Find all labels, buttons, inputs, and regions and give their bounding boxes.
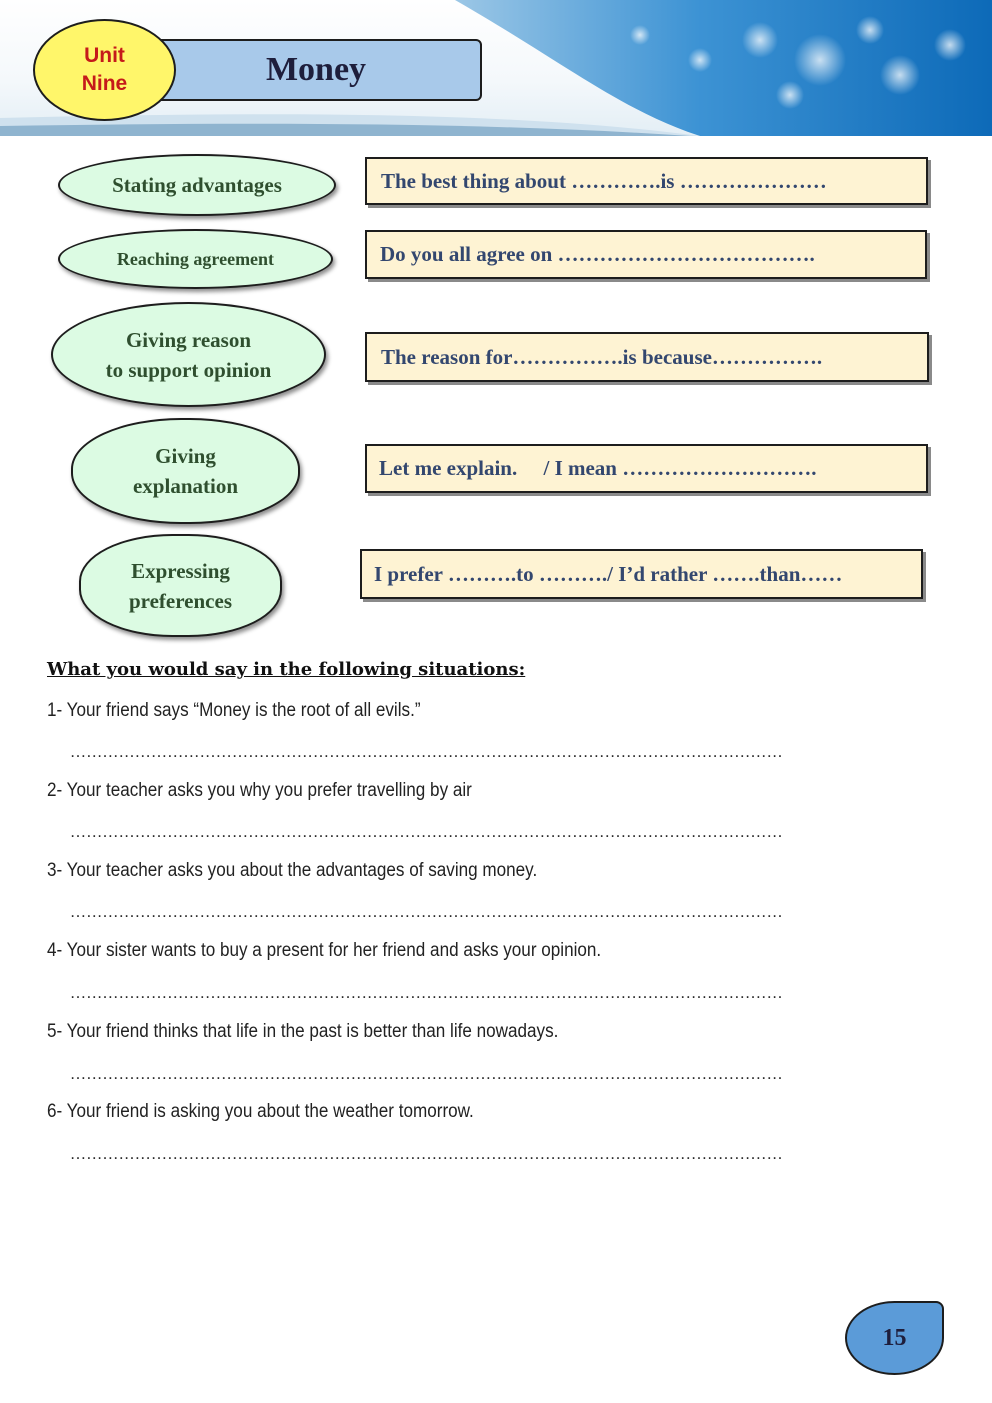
- answer-line-3[interactable]: ……………………………………………………………………………………………………………………: [70, 904, 783, 921]
- phrase-box-reaching-agreement: [365, 230, 927, 279]
- function-oval-expressing-preferences: [79, 534, 282, 637]
- page-title: Money: [150, 39, 482, 101]
- function-label-line2: to support opinion: [105, 357, 272, 382]
- function-oval-giving-reason: [51, 302, 326, 407]
- question-6: 6- Your friend is asking you about the weather tomorrow.: [47, 1101, 474, 1122]
- phrase-box-stating-advantages: [365, 157, 928, 205]
- page-number-badge: [845, 1301, 944, 1375]
- function-label-line1: Expressing: [131, 558, 230, 583]
- phrase-text: The reason for…………….is because…………….: [381, 344, 823, 369]
- phrase-box-giving-explanation: [365, 444, 928, 493]
- phrase-text: Let me explain. / I mean ……………………….: [379, 456, 817, 480]
- question-1: 1- Your friend says “Money is the root of all evils.”: [47, 700, 421, 721]
- phrase-text: Do you all agree on ……………………………….: [380, 242, 815, 266]
- answer-line-5[interactable]: ……………………………………………………………………………………………………………………: [70, 1066, 783, 1083]
- page-number: 15: [882, 1324, 907, 1351]
- answer-line-2[interactable]: ……………………………………………………………………………………………………………………: [70, 824, 783, 841]
- answer-line-6[interactable]: ……………………………………………………………………………………………………………………: [70, 1146, 783, 1163]
- function-label-line1: Giving reason: [125, 327, 252, 352]
- phrase-text: The best thing about ………….is …………………: [381, 168, 827, 193]
- function-oval-reaching-agreement: [58, 229, 333, 289]
- function-oval-stating-advantages: [58, 154, 336, 216]
- phrase-box-expressing-preferences: [360, 549, 923, 599]
- function-oval-giving-explanation: [71, 418, 300, 524]
- question-4: 4- Your sister wants to buy a present for her friend and asks your opinion.: [47, 940, 602, 961]
- function-label-line1: Giving: [155, 444, 216, 468]
- answer-line-4[interactable]: ……………………………………………………………………………………………………………………: [70, 985, 783, 1002]
- answer-line-1[interactable]: ……………………………………………………………………………………………………………………: [70, 744, 783, 761]
- function-label: Stating advantages: [112, 172, 282, 197]
- function-label-line2: explanation: [132, 474, 239, 498]
- phrase-text: I prefer ……….to ………./ I’d rather …….than……: [374, 561, 843, 586]
- unit-label: Unit: [84, 44, 125, 67]
- function-label: Reaching agreement: [116, 248, 275, 269]
- question-3: 3- Your teacher asks you about the advantages of saving money.: [47, 860, 538, 881]
- unit-badge: [33, 19, 176, 121]
- question-2: 2- Your teacher asks you why you prefer travelling by air: [47, 780, 472, 801]
- exercise-heading: What you would say in the following situations:: [47, 659, 526, 680]
- phrase-box-giving-reason: [365, 332, 929, 382]
- unit-number: Nine: [81, 72, 128, 95]
- function-label-line2: preferences: [128, 588, 232, 613]
- question-5: 5- Your friend thinks that life in the past is better than life nowadays.: [47, 1021, 559, 1042]
